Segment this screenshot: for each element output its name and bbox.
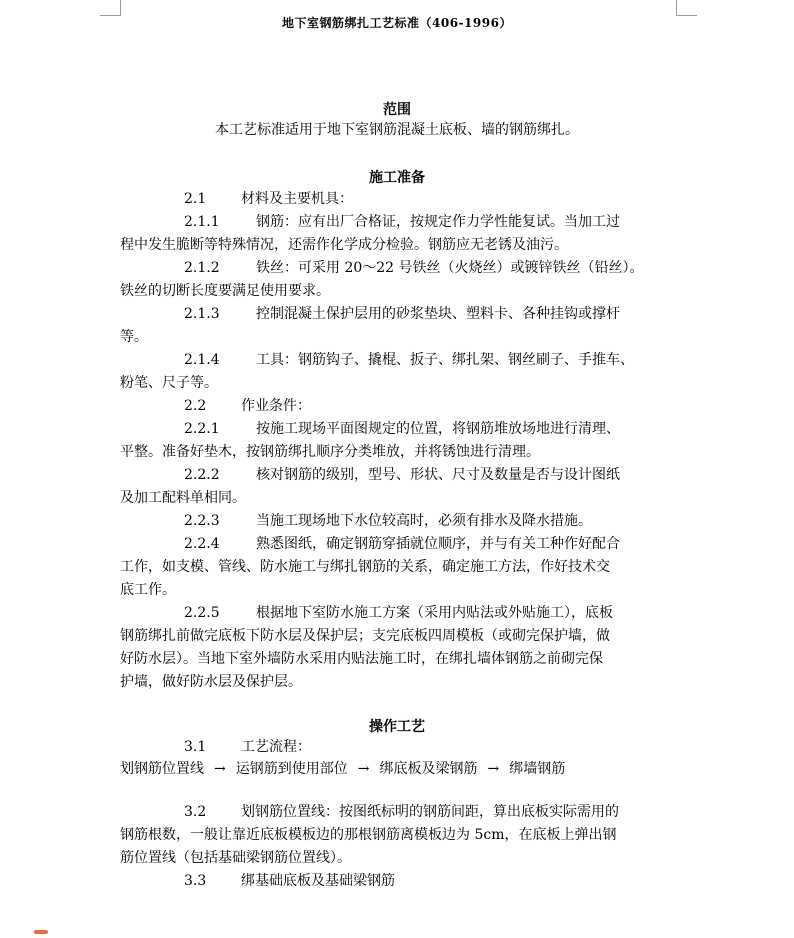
paragraph-2-1-3 <box>184 305 620 323</box>
clause-text: 作业条件： <box>241 398 311 414</box>
paragraph-3-2-cont-2: 筋位置线（包括基础梁钢筋位置线）。 <box>120 850 351 866</box>
flow-step: 绑底板及梁钢筋 <box>379 761 478 777</box>
clause-text: 工具：钢筋钩子、撬棍、扳子、绑扎架、钢丝刷子、手推车、 <box>256 352 634 368</box>
clause-number: 2.2.3 <box>184 513 220 529</box>
paragraph-2-2-3 <box>184 512 592 530</box>
clause-number: 2.2.4 <box>184 536 220 552</box>
section-title-operation: 操作工艺 <box>369 719 425 735</box>
paragraph-2-2-4-cont-1: 工作，如支模、管线、防水施工与绑扎钢筋的关系，确定施工方法，作好技术交 <box>120 559 610 575</box>
clause-text: 控制混凝土保护层用的砂浆垫块、塑料卡、各种挂钩或撑杆 <box>256 306 620 322</box>
clause-number: 2.2.5 <box>184 605 220 621</box>
scope-text: 本工艺标准适用于地下室钢筋混凝土底板、墙的钢筋绑扎。 <box>215 122 579 138</box>
paragraph-2-1-3-cont: 等。 <box>120 329 148 345</box>
paragraph-2-2-1 <box>184 420 620 438</box>
clause-text: 划钢筋位置线：按图纸标明的钢筋间距，算出底板实际需用的 <box>241 804 619 820</box>
flow-step: 运钢筋到使用部位 <box>235 761 348 777</box>
section-title-preparation: 施工准备 <box>369 170 425 186</box>
page-edge-mark <box>34 930 48 934</box>
paragraph-3-1 <box>184 738 311 756</box>
page-header: 地下室钢筋绑扎工艺标准（406-1996） <box>282 16 512 30</box>
arrow-right-icon: → <box>357 761 370 777</box>
paragraph-2-2-5-cont-2: 好防水层）。当地下室外墙防水采用内贴法施工时，在绑扎墙体钢筋之前砌完保 <box>120 651 603 667</box>
process-flow <box>120 758 565 778</box>
clause-number: 2.2.2 <box>184 467 220 483</box>
paragraph-2-1-4-cont: 粉笔、尺子等。 <box>120 375 218 391</box>
paragraph-2-2-5 <box>184 604 613 622</box>
clause-number: 3.3 <box>184 873 207 889</box>
paragraph-3-2-cont-1: 钢筋根数，一般让靠近底板模板边的那根钢筋离模板边为 5cm，在底板上弹出钢 <box>120 827 617 843</box>
clause-text: 绑基础底板及基础梁钢筋 <box>241 873 395 889</box>
flow-step: 绑墙钢筋 <box>509 761 566 777</box>
paragraph-2-2-2-cont: 及加工配料单相同。 <box>120 490 246 506</box>
clause-text: 根据地下室防水施工方案（采用内贴法或外贴施工），底板 <box>256 605 613 621</box>
clause-number: 2.1.2 <box>184 260 220 276</box>
clause-text: 按施工现场平面图规定的位置，将钢筋堆放场地进行清理、 <box>256 421 620 437</box>
paragraph-2-2-5-cont-3: 护墙，做好防水层及保护层。 <box>120 674 302 690</box>
arrow-right-icon: → <box>214 761 226 777</box>
clause-text: 当施工现场地下水位较高时，必须有排水及降水措施。 <box>256 513 592 529</box>
paragraph-2-1-4 <box>184 351 634 369</box>
clause-number: 3.2 <box>184 804 207 820</box>
clause-number: 2.2 <box>184 398 207 414</box>
clause-number: 2.1.4 <box>184 352 220 368</box>
paragraph-2-1-2-cont: 铁丝的切断长度要满足使用要求。 <box>120 283 330 299</box>
paragraph-2-2-4-cont-2: 底工作。 <box>120 582 176 598</box>
clause-text: 熟悉图纸，确定钢筋穿插就位顺序，并与有关工种作好配合 <box>256 536 620 552</box>
paragraph-2-2-2 <box>184 466 620 484</box>
clause-number: 2.2.1 <box>184 421 220 437</box>
clause-text: 铁丝：可采用 20～22 号铁丝（火烧丝）或镀锌铁丝（铅丝）。 <box>256 260 644 276</box>
clause-number: 2.1 <box>184 191 207 207</box>
paragraph-2-1-1-cont: 程中发生脆断等特殊情况，还需作化学成分检验。钢筋应无老锈及油污。 <box>120 237 568 253</box>
clause-text: 材料及主要机具： <box>241 191 353 207</box>
paragraph-2-2-4 <box>184 535 620 553</box>
paragraph-2-1 <box>184 190 353 208</box>
paragraph-2-1-2 <box>184 259 644 277</box>
clause-text: 钢筋：应有出厂合格证，按规定作力学性能复试。当加工过 <box>256 214 620 230</box>
paragraph-2-1-1 <box>184 213 620 231</box>
clause-number: 3.1 <box>184 739 207 755</box>
clause-number: 2.1.3 <box>184 306 220 322</box>
paragraph-2-2-1-cont: 平整。准备好垫木，按钢筋绑扎顺序分类堆放，并将锈蚀进行清理。 <box>120 444 540 460</box>
paragraph-2-2 <box>184 397 311 415</box>
clause-text: 工艺流程： <box>241 739 311 755</box>
paragraph-2-2-5-cont-1: 钢筋绑扎前做完底板下防水层及保护层；支完底板四周模板（或砌完保护墙，做 <box>120 628 610 644</box>
section-title-scope: 范围 <box>383 102 411 118</box>
paragraph-3-2 <box>184 803 619 821</box>
clause-text: 核对钢筋的级别，型号、形状、尺寸及数量是否与设计图纸 <box>256 467 620 483</box>
arrow-right-icon: → <box>487 761 500 777</box>
clause-number: 2.1.1 <box>184 214 220 230</box>
paragraph-3-3 <box>184 872 395 890</box>
flow-step: 划钢筋位置线 <box>120 761 204 777</box>
